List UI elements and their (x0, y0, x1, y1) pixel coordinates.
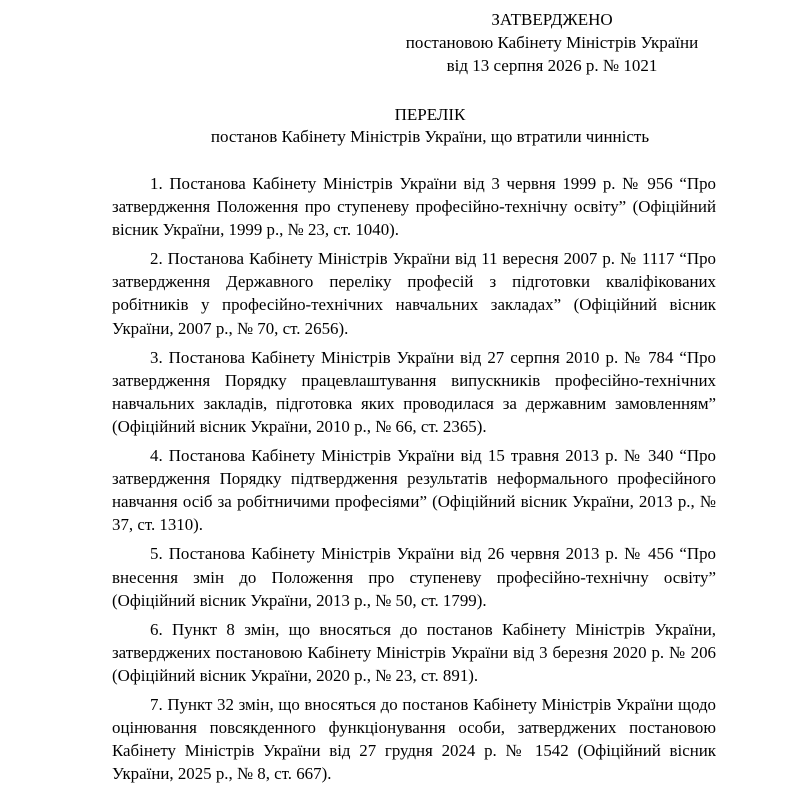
document-subtitle: постанов Кабінету Міністрів України, що втратили чинність (210, 127, 650, 146)
document-title-block (60, 104, 788, 148)
document-title: ПЕРЕЛІК (394, 105, 466, 124)
list-item-4: 4. Постанова Кабінету Міністрів України від 15 травня 2013 р. № 340 “Про затвердження Порядку підтвердження результатів неформального професійного навчання осіб за робітничими професіями” (Офіційний вісник України, 2013 р., № 37, ст. 1310). (112, 446, 716, 535)
list-item-2: 2. Постанова Кабінету Міністрів України від 11 вересня 2007 р. № 1117 “Про затвердження Державного переліку професій з підготовки кваліфікованих робітників у професійно-технічних навчальних закладах” (Офіційний вісник України, 2007 р., № 70, ст. 2656). (112, 249, 716, 338)
approval-heading: ЗАТВЕРДЖЕНО (491, 10, 613, 29)
list-item-3: 3. Постанова Кабінету Міністрів України від 27 серпня 2010 р. № 784 “Про затвердження Порядку працевлаштування випускників професійно-технічних навчальних закладів, підготовка яких проводилася за державним замовленням” (Офіційний вісник України, 2010 р., № 66, ст. 2365). (112, 347, 716, 436)
approval-date-number: від 13 серпня 2026 р. № 1021 (446, 56, 658, 75)
list-item-1: 1. Постанова Кабінету Міністрів України від 3 червня 1999 р. № 956 “Про затвердження Положення про ступеневу професійно-технічну освіту” (Офіційний вісник України, 1999 р., № 23, ст. 1040). (112, 174, 716, 240)
list-item-5: 5. Постанова Кабінету Міністрів України від 26 червня 2013 р. № 456 “Про внесення змін до Положення про ступеневу професійно-технічну освіту” (Офіційний вісник України, 2013 р., № 50, ст. 1799). (112, 544, 716, 610)
approval-issuer: постановою Кабінету Міністрів України (405, 33, 699, 52)
resolution-list (112, 172, 716, 791)
list-item-6: 6. Пункт 8 змін, що вносяться до постанов Кабінету Міністрів України, затверджених постановою Кабінету Міністрів України від 3 березня 2020 р. № 206 (Офіційний вісник України, 2020 р., № 23, ст. 891). (112, 619, 716, 685)
approval-stamp (362, 8, 742, 77)
list-item-7: 7. Пункт 32 змін, що вносяться до постанов Кабінету Міністрів України щодо оцінювання повсякденного функціонування особи, затверджених постановою Кабінету Міністрів України від 27 грудня 2024 р. № 1542 (Офіційний вісник України, 2025 р., № 8, ст. 667). (112, 694, 716, 784)
